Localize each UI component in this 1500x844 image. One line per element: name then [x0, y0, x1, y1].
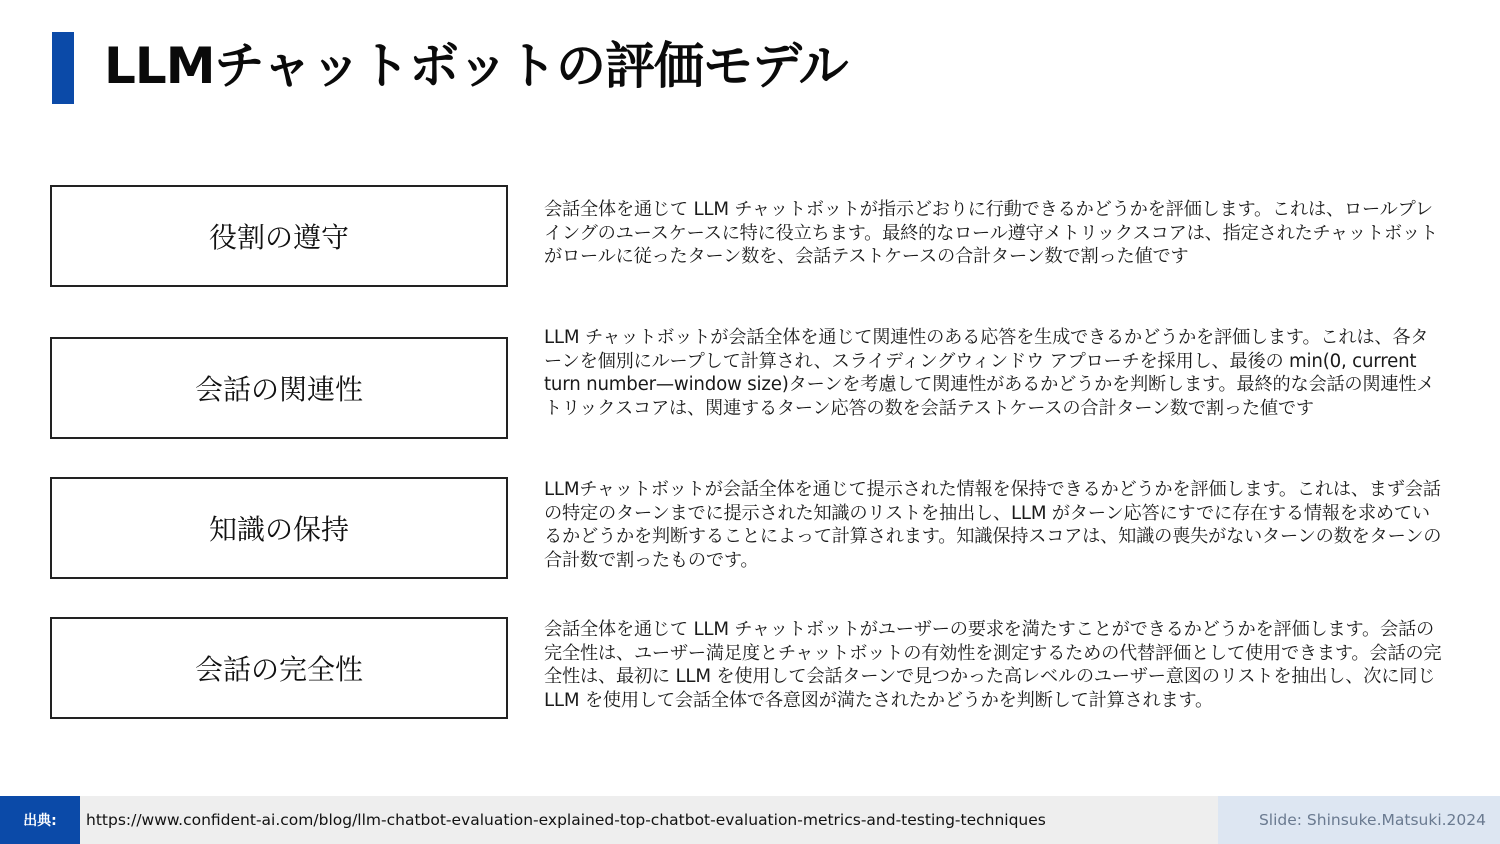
source-url[interactable]: https://www.confident-ai.com/blog/llm-chatbot-evaluation-explained-top-chatbot-evaluation-metrics-and-testing-techniques	[86, 811, 1046, 829]
metric-description: LLM チャットボットが会話全体を通じて関連性のある応答を生成できるかどうかを評価します。これは、各ターンを個別にループして計算され、スライディングウィンドウ アプローチを採用し、最後の min(0, current turn number—window size)ターンを考慮して関連性があるかどうかを判断します。最終的な会話の関連性メトリックスコアは、関連するターン応答の数を会話テストケースの合計ターン数で割った値です	[544, 327, 1435, 419]
slide-footer	[0, 796, 1500, 844]
metric-name-box: 会話の完全性	[50, 617, 508, 719]
metric-name-box: 会話の関連性	[50, 337, 508, 439]
metric-description: LLMチャットボットが会話全体を通じて提示された情報を保持できるかどうかを評価します。これは、まず会話の特定のターンまでに提示された知識のリストを抽出し、LLM がターン応答にすでに存在する情報を求めているかどうかを判断することによって計算されます。知識保持スコアは、知識の喪失がないターンの数をターンの合計数で割ったものです。	[544, 479, 1442, 571]
metric-name-box: 役割の遵守	[50, 185, 508, 287]
metric-description: 会話全体を通じて LLM チャットボットが指示どおりに行動できるかどうかを評価します。これは、ロールプレイングのユースケースに特に役立ちます。最終的なロール遵守メトリックスコアは、指定されたチャットボットがロールに従ったターン数を、会話テストケースの合計ターン数で割った値です	[544, 199, 1438, 267]
title-accent-bar	[52, 32, 74, 104]
metric-name-box: 知識の保持	[50, 477, 508, 579]
slide-credit: Slide: Shinsuke.Matsuki.2024	[1258, 811, 1486, 829]
slide-title: LLMチャットボットの評価モデル	[104, 37, 848, 95]
source-label: 出典:	[0, 796, 80, 844]
metric-description: 会話全体を通じて LLM チャットボットがユーザーの要求を満たすことができるかどうかを評価します。会話の完全性は、ユーザー満足度とチャットボットの有効性を測定するための代替評価として使用できます。会話の完全性は、最初に LLM を使用して会話ターンで見つかった高レベルのユーザー意図のリストを抽出し、次に同じ LLM を使用して会話全体で各意図が満たされたかどうかを判断して計算されます。	[544, 619, 1442, 711]
